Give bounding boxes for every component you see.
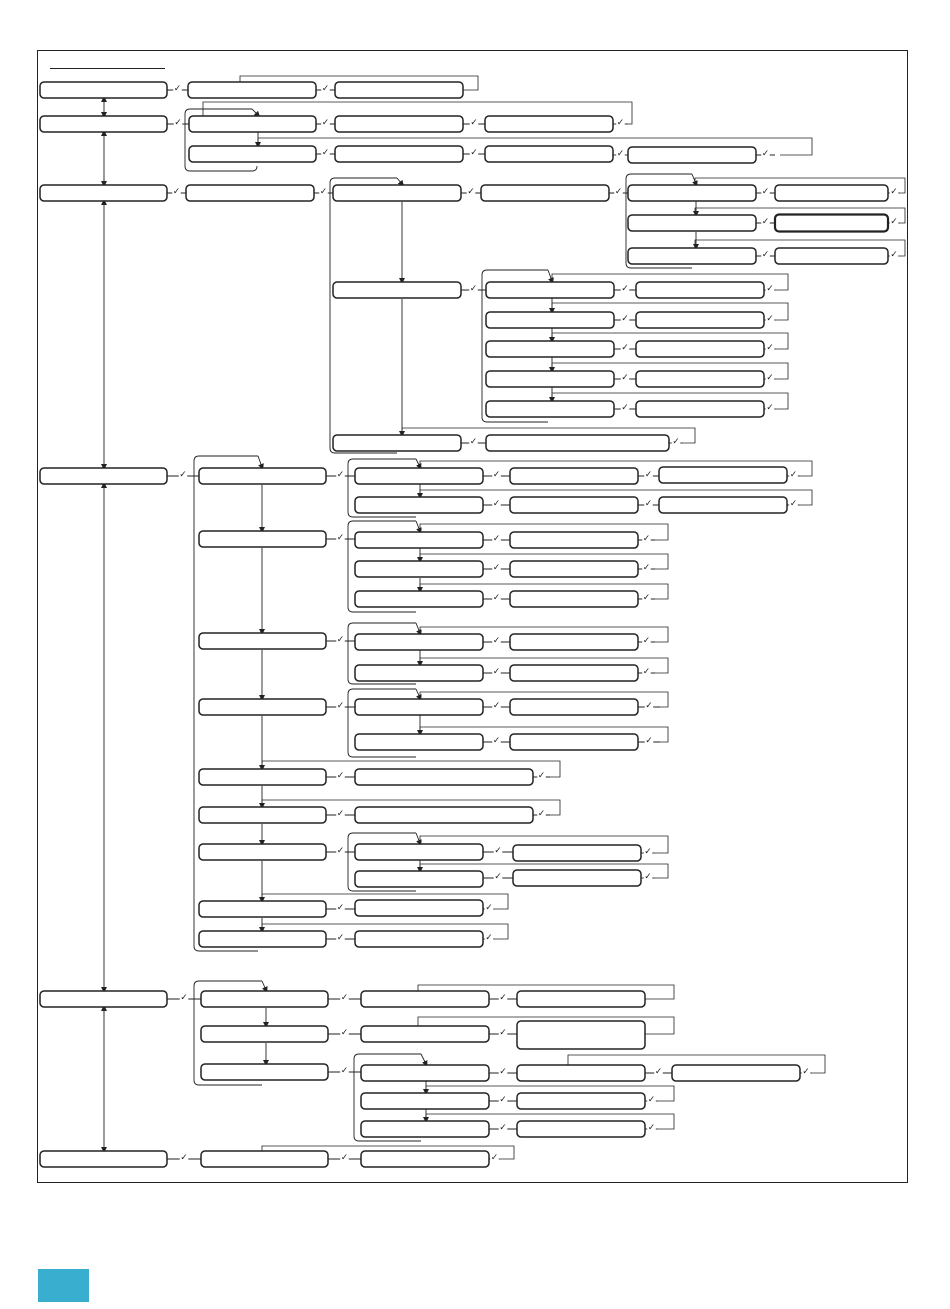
node-box	[40, 468, 167, 484]
check-mark: ✓	[890, 217, 898, 227]
node-box	[355, 900, 483, 916]
node-box	[333, 185, 461, 201]
node-box	[355, 532, 483, 548]
check-mark: ✓	[467, 187, 475, 197]
check-mark: ✓	[336, 846, 345, 856]
node-box	[201, 1151, 328, 1167]
check-mark: ✓	[802, 1067, 810, 1077]
node-box	[355, 634, 483, 650]
node-box	[510, 591, 638, 607]
check-mark: ✓	[492, 470, 501, 480]
node-box	[775, 248, 888, 264]
check-mark: ✓	[321, 148, 330, 158]
node-box	[361, 1026, 489, 1042]
check-mark: ✓	[766, 373, 774, 383]
node-box	[510, 468, 638, 484]
check-mark: ✓	[492, 667, 501, 677]
check-mark: ✓	[494, 872, 502, 882]
check-mark: ✓	[336, 933, 345, 943]
check-mark: ✓	[642, 636, 651, 646]
check-mark: ✓	[340, 1028, 349, 1038]
check-mark: ✓	[766, 284, 774, 294]
check-mark: ✓	[621, 314, 629, 324]
node-box	[199, 468, 326, 484]
node-box	[517, 1093, 645, 1109]
node-box	[672, 1065, 800, 1081]
page-tab-marker	[38, 1269, 89, 1302]
node-box	[510, 634, 638, 650]
node-box	[486, 282, 614, 298]
node-box	[775, 215, 888, 232]
node-box	[361, 1151, 489, 1167]
check-mark: ✓	[654, 1067, 663, 1077]
node-box	[40, 1151, 167, 1167]
node-box	[199, 931, 326, 947]
node-box	[189, 116, 316, 132]
node-boxes	[40, 82, 888, 1167]
node-box	[355, 591, 483, 607]
check-mark: ✓	[485, 933, 493, 943]
node-box	[355, 699, 483, 715]
node-box	[510, 665, 638, 681]
node-box	[481, 185, 609, 201]
check-mark: ✓	[499, 1067, 507, 1077]
check-mark: ✓	[180, 1153, 188, 1163]
check-mark: ✓	[645, 736, 653, 746]
node-box	[517, 1121, 645, 1137]
check-mark: ✓	[761, 187, 770, 197]
check-mark: ✓	[173, 84, 182, 94]
check-mark: ✓	[766, 343, 774, 353]
node-box	[335, 116, 463, 132]
check-mark: ✓	[672, 437, 680, 447]
check-mark: ✓	[499, 1028, 507, 1038]
check-mark: ✓	[890, 250, 898, 260]
check-mark: ✓	[490, 1153, 499, 1163]
entry-arrow	[252, 109, 258, 115]
check-mark: ✓	[336, 701, 345, 711]
check-mark: ✓	[340, 1153, 349, 1163]
node-box	[628, 185, 756, 201]
check-mark: ✓	[340, 1066, 349, 1076]
node-box	[40, 991, 167, 1007]
check-mark: ✓	[485, 903, 493, 913]
check-mark: ✓	[537, 809, 546, 819]
node-box	[361, 1121, 489, 1137]
check-mark: ✓	[492, 593, 501, 603]
node-box	[513, 870, 641, 886]
check-mark: ✓	[642, 534, 651, 544]
node-box	[355, 468, 483, 484]
node-box	[486, 341, 614, 357]
check-mark: ✓	[647, 1123, 656, 1133]
check-mark: ✓	[336, 903, 345, 913]
check-mark: ✓	[499, 1095, 507, 1105]
node-box	[361, 1065, 489, 1081]
entry-arrow	[416, 521, 420, 531]
check-mark: ✓	[761, 250, 770, 260]
check-mark: ✓	[644, 499, 653, 509]
node-box	[199, 531, 326, 547]
node-box	[636, 371, 764, 387]
check-mark: ✓	[614, 187, 623, 197]
node-box	[335, 146, 463, 162]
node-box	[510, 561, 638, 577]
check-mark: ✓	[890, 187, 898, 197]
node-box	[189, 146, 316, 162]
node-box	[199, 901, 326, 917]
check-mark: ✓	[616, 149, 625, 159]
check-mark: ✓	[319, 187, 328, 197]
check-mark: ✓	[469, 284, 478, 294]
entry-arrow	[258, 456, 262, 467]
node-box	[361, 991, 489, 1007]
check-mark: ✓	[621, 343, 629, 353]
check-mark: ✓	[494, 846, 502, 856]
check-mark: ✓	[644, 872, 652, 882]
node-box	[628, 215, 756, 231]
node-box	[517, 991, 645, 1007]
check-mark: ✓	[470, 148, 478, 158]
check-mark: ✓	[642, 563, 651, 573]
node-box	[40, 82, 167, 98]
check-mark: ✓	[492, 636, 501, 646]
node-box	[355, 497, 483, 513]
node-box	[199, 807, 326, 823]
check-mark: ✓	[761, 217, 770, 227]
check-mark: ✓	[336, 470, 345, 480]
node-box	[659, 497, 787, 513]
node-box	[517, 1065, 645, 1081]
entry-arrow	[397, 178, 402, 184]
node-box	[333, 435, 461, 451]
node-box	[486, 312, 614, 328]
node-box	[513, 845, 641, 861]
node-box	[188, 82, 316, 98]
check-mark: ✓	[340, 993, 349, 1003]
check-mark: ✓	[766, 314, 774, 324]
group-bracket	[330, 178, 397, 453]
node-box	[201, 991, 328, 1007]
node-box	[510, 497, 638, 513]
entry-arrow	[416, 689, 420, 698]
node-box	[628, 147, 756, 163]
node-box	[355, 665, 483, 681]
check-mark: ✓	[766, 403, 774, 413]
check-mark: ✓	[469, 437, 478, 447]
node-box	[659, 467, 787, 483]
node-box	[355, 769, 533, 785]
check-mark: ✓	[789, 499, 798, 509]
node-box	[486, 371, 614, 387]
node-box	[636, 282, 764, 298]
check-mark: ✓	[616, 118, 625, 128]
node-box	[510, 532, 638, 548]
check-mark: ✓	[492, 563, 501, 573]
node-box	[485, 146, 613, 162]
node-box	[335, 82, 463, 98]
entry-arrow	[262, 981, 266, 990]
node-box	[40, 116, 167, 132]
node-box	[775, 185, 888, 201]
node-box	[517, 1021, 645, 1049]
node-box	[40, 185, 167, 201]
node-box	[486, 401, 614, 417]
check-mark: ✓	[336, 809, 345, 819]
check-mark: ✓	[621, 284, 629, 294]
node-box	[355, 931, 483, 947]
node-box	[199, 699, 326, 715]
entry-arrow	[416, 833, 420, 843]
check-mark: ✓	[644, 470, 653, 480]
node-box	[636, 312, 764, 328]
node-box	[201, 1064, 328, 1080]
check-mark: ✓	[492, 736, 501, 746]
node-box	[355, 871, 483, 887]
check-mark: ✓	[789, 470, 798, 480]
check-mark: ✓	[642, 667, 651, 677]
node-box	[199, 769, 326, 785]
check-mark: ✓	[499, 993, 507, 1003]
check-mark: ✓	[180, 993, 188, 1003]
check-mark: ✓	[492, 701, 501, 711]
check-mark: ✓	[645, 701, 653, 711]
check-mark: ✓	[537, 771, 546, 781]
check-mark: ✓	[470, 118, 478, 128]
check-mark: ✓	[321, 118, 330, 128]
check-mark: ✓	[642, 593, 651, 603]
check-mark: ✓	[644, 847, 652, 857]
check-mark: ✓	[647, 1095, 656, 1105]
check-mark: ✓	[336, 533, 345, 543]
node-box	[628, 248, 756, 264]
check-mark: ✓	[621, 403, 629, 413]
node-box	[355, 807, 533, 823]
node-box	[361, 1093, 489, 1109]
entry-arrow	[421, 1054, 426, 1064]
check-mark: ✓	[499, 1123, 507, 1133]
check-mark: ✓	[172, 187, 181, 197]
node-box	[636, 401, 764, 417]
node-box	[333, 282, 461, 298]
check-mark: ✓	[174, 118, 182, 128]
node-box	[355, 734, 483, 750]
node-box	[486, 435, 669, 451]
check-mark: ✓	[336, 771, 345, 781]
check-mark: ✓	[321, 84, 330, 94]
node-box	[199, 844, 326, 860]
node-box	[201, 1026, 328, 1042]
node-box	[355, 844, 483, 860]
check-mark: ✓	[336, 635, 345, 645]
node-box	[355, 561, 483, 577]
entry-arrow	[416, 623, 420, 633]
check-mark: ✓	[492, 534, 501, 544]
node-box	[510, 699, 638, 715]
check-mark: ✓	[621, 373, 629, 383]
check-mark: ✓	[761, 149, 770, 159]
check-mark: ✓	[179, 470, 187, 480]
check-mark: ✓	[492, 499, 501, 509]
entry-arrow	[548, 270, 552, 281]
entry-arrow	[416, 459, 420, 467]
node-box	[186, 185, 314, 201]
node-box	[510, 734, 638, 750]
node-box	[199, 633, 326, 649]
node-box	[485, 116, 613, 132]
node-box	[636, 341, 764, 357]
